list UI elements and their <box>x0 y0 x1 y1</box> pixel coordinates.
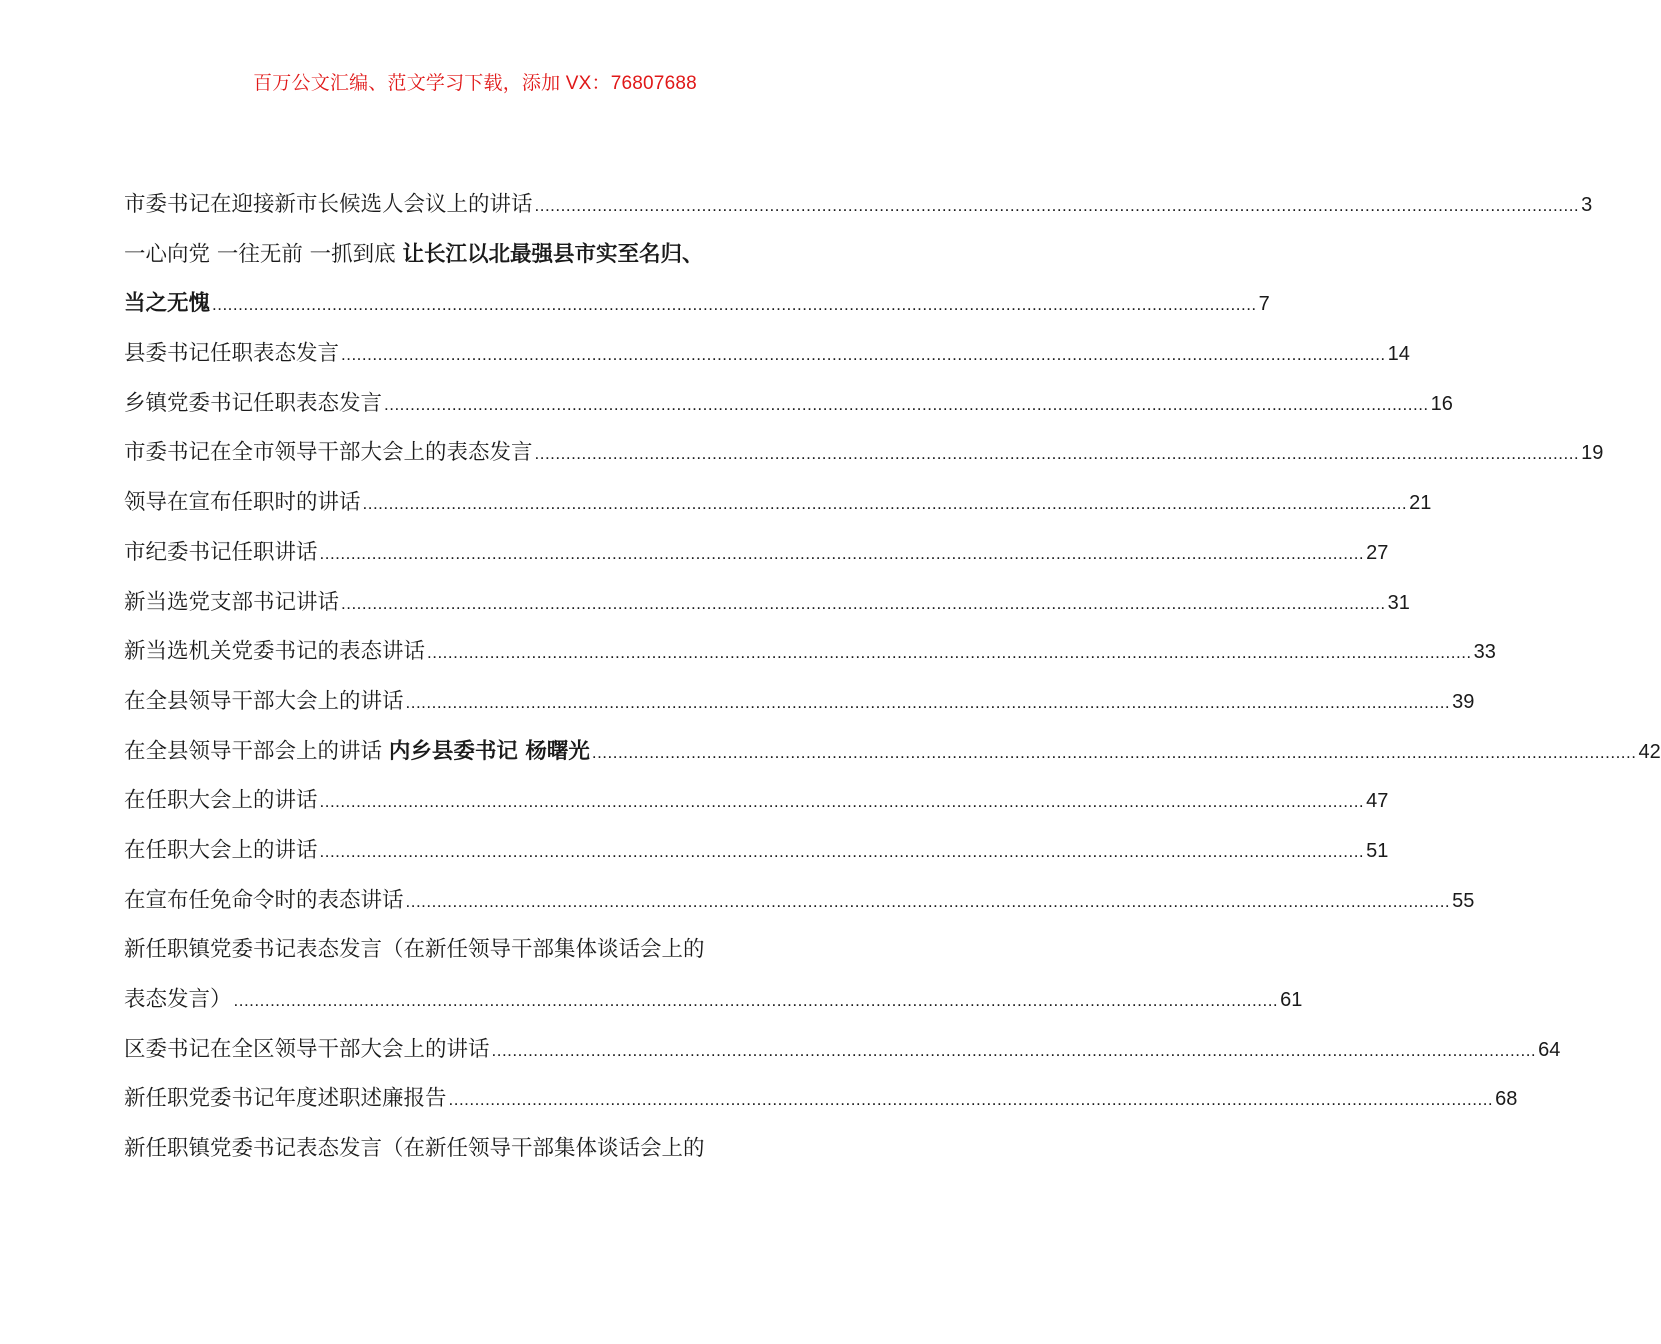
toc-entry[interactable] <box>124 1025 1561 1075</box>
dot-leader: ........................................................................................................................................................................................................ <box>405 692 1451 712</box>
toc-entry-title: 领导在宣布任职时的讲话 <box>124 490 361 516</box>
toc-entry-title: 在宣布任免命令时的表态讲话 <box>124 887 404 913</box>
toc-entry-page: 31 <box>1387 591 1410 614</box>
toc-entry-title: 在任职大会上的讲话 <box>124 837 318 863</box>
toc-entry-title-bold: 让长江以北最强县市实至名归、 <box>402 241 704 267</box>
toc-entry[interactable] <box>124 1124 830 1174</box>
toc-entry-page: 16 <box>1430 392 1453 415</box>
toc-entry[interactable] <box>124 925 830 975</box>
dot-leader: ........................................................................................................................................................................................................ <box>384 394 1429 414</box>
dot-leader: ........................................................................................................................................................................................................ <box>341 593 1386 613</box>
toc-entry-page: 68 <box>1495 1088 1518 1111</box>
toc-entry-title-bold: 内乡县委书记 杨曙光 <box>388 738 590 764</box>
toc-entry-title: 在任职大会上的讲话 <box>124 788 318 814</box>
dot-leader: ........................................................................................................................................................................................................ <box>233 991 1279 1010</box>
dot-leader: ........................................................................................................................................................................................................ <box>319 543 1365 563</box>
toc-entry-page: 27 <box>1366 541 1389 564</box>
dot-leader: ........................................................................................................................................................................................................ <box>491 1040 1537 1060</box>
toc-entry-title <box>124 727 590 777</box>
toc-entry-title: 表态发言） <box>124 987 232 1012</box>
toc-entry[interactable] <box>124 329 1410 379</box>
toc-entry[interactable] <box>124 379 1453 429</box>
toc-entry[interactable] <box>124 1074 1518 1124</box>
toc-entry-title: 区委书记在全区领导干部大会上的讲话 <box>124 1036 490 1062</box>
toc-entry-page: 33 <box>1473 641 1496 664</box>
toc-entry[interactable] <box>124 677 1475 727</box>
toc-entry-title: 一心向党 一往无前 一抓到底 <box>124 241 403 267</box>
dot-leader: ........................................................................................................................................................................................................ <box>319 792 1365 812</box>
toc-entry-title: 县委书记任职表态发言 <box>124 341 340 367</box>
toc-entry-title: 新任职镇党委书记表态发言（在新任领导干部集体谈话会上的 <box>124 1136 705 1162</box>
toc-entry[interactable] <box>124 478 1432 528</box>
toc-entry-title: 新当选党支部书记讲话 <box>124 589 340 615</box>
dot-leader: ........................................................................................................................................................................................................ <box>591 742 1637 762</box>
toc-entry-title: 乡镇党委书记任职表态发言 <box>124 390 383 416</box>
dot-leader: ........................................................................................................................................................................................................ <box>341 345 1386 365</box>
toc-entry[interactable] <box>124 826 1389 876</box>
toc-entry-page: 14 <box>1387 343 1410 366</box>
toc-entry-page: 21 <box>1409 492 1432 515</box>
toc-entry-page: 39 <box>1452 690 1475 713</box>
toc-entry[interactable] <box>124 578 1410 628</box>
toc-entry[interactable] <box>124 528 1389 578</box>
toc-entry-title: 市委书记在全市领导干部大会上的表态发言 <box>124 440 533 466</box>
toc-entry-page: 55 <box>1452 889 1475 912</box>
toc-entry-title: 在全县领导干部大会上的讲话 <box>124 688 404 714</box>
toc-entry-title: 市委书记在迎接新市长候选人会议上的讲话 <box>124 192 533 217</box>
dot-leader: ........................................................................................................................................................................................................ <box>212 295 1257 315</box>
toc-entry-page: 64 <box>1538 1038 1561 1061</box>
dot-leader: ........................................................................................................................................................................................................ <box>427 643 1472 663</box>
toc-entry[interactable] <box>124 727 1661 777</box>
toc-entry[interactable] <box>124 876 1475 926</box>
table-of-contents <box>124 180 1661 1174</box>
toc-entry-page: 7 <box>1258 293 1270 316</box>
toc-entry-title: 新当选机关党委书记的表态讲话 <box>124 639 426 665</box>
toc-entry-page: 3 <box>1581 194 1593 216</box>
toc-entry[interactable] <box>124 776 1389 826</box>
toc-entry-page: 51 <box>1366 839 1389 862</box>
dot-leader: ........................................................................................................................................................................................................ <box>362 494 1408 514</box>
toc-entry[interactable] <box>124 627 1496 677</box>
toc-entry[interactable] <box>124 428 1604 478</box>
toc-entry-page: 61 <box>1280 989 1303 1011</box>
toc-entry-continuation[interactable] <box>124 975 1303 1025</box>
dot-leader: ........................................................................................................................................................................................................ <box>319 841 1365 861</box>
toc-entry[interactable] <box>124 230 830 280</box>
header-notice: 百万公文汇编、范文学习下载，添加 VX：76807688 <box>253 73 697 94</box>
toc-entry-page: 19 <box>1581 442 1604 465</box>
toc-entry-page: 42 <box>1638 740 1661 763</box>
toc-entry-title: 市纪委书记任职讲话 <box>124 539 318 565</box>
toc-entry-title: 新任职镇党委书记表态发言（在新任领导干部集体谈话会上的 <box>124 937 705 963</box>
dot-leader: ........................................................................................................................................................................................................ <box>534 444 1580 464</box>
toc-entry-title: 新任职党委书记年度述职述廉报告 <box>124 1086 447 1112</box>
toc-entry-title-bold: 当之无愧 <box>124 291 211 317</box>
toc-entry[interactable] <box>124 180 1593 230</box>
dot-leader: ........................................................................................................................................................................................................ <box>448 1090 1494 1110</box>
dot-leader: ........................................................................................................................................................................................................ <box>534 196 1580 215</box>
toc-entry-continuation[interactable] <box>124 279 1270 329</box>
toc-entry-page: 47 <box>1366 790 1389 813</box>
dot-leader: ........................................................................................................................................................................................................ <box>405 891 1451 911</box>
toc-entry-title-text: 在全县领导干部会上的讲话 <box>124 738 389 764</box>
